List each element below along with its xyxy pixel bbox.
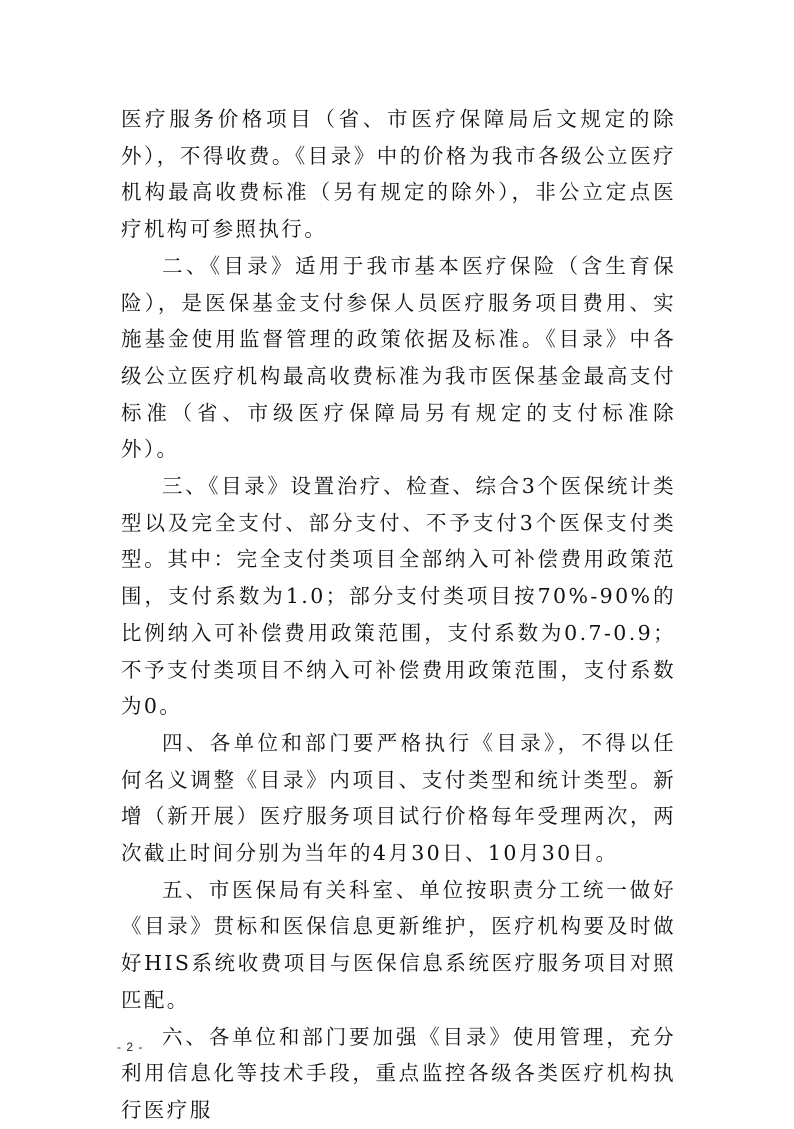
paragraph-6: 六、各单位和部门要加强《目录》使用管理，充分利用信息化等技术手段，重点监控各级各类医疗机构执行医疗服 bbox=[121, 1024, 676, 1122]
document-body bbox=[121, 101, 676, 1129]
paragraph-3: 三、《目录》设置治疗、检查、综合3个医保统计类型以及完全支付、部分支付、不予支付3个医保支付类型。其中：完全支付类项目全部纳入可补偿费用政策范围，支付系数为1.0；部分支付类项目按70%-90%的比例纳入可补偿费用政策范围，支付系数为0.7-0.9；不予支付类项目不纳入可补偿费用政策范围，支付系数为0。 bbox=[121, 474, 676, 719]
paragraph-2: 二、《目录》适用于我市基本医疗保险（含生育保险），是医保基金支付参保人员医疗服务项目费用、实施基金使用监督管理的政策依据及标准。《目录》中各级公立医疗机构最高收费标准为我市医保基金最高支付标准（省、市级医疗保障局另有规定的支付标准除外）。 bbox=[121, 253, 676, 462]
paragraph-5: 五、市医保局有关科室、单位按职责分工统一做好《目录》贯标和医保信息更新维护，医疗机构要及时做好HIS系统收费项目与医保信息系统医疗服务项目对照匹配。 bbox=[121, 877, 676, 1012]
page-number: - 2 - bbox=[117, 1040, 144, 1054]
paragraph-1: 医疗服务价格项目（省、市医疗保障局后文规定的除外），不得收费。《目录》中的价格为我市各级公立医疗机构最高收费标准（另有规定的除外），非公立定点医疗机构可参照执行。 bbox=[121, 107, 676, 242]
paragraph-4: 四、各单位和部门要严格执行《目录》，不得以任何名义调整《目录》内项目、支付类型和统计类型。新增（新开展）医疗服务项目试行价格每年受理两次，两次截止时间分别为当年的4月30日、10月30日。 bbox=[121, 730, 676, 866]
